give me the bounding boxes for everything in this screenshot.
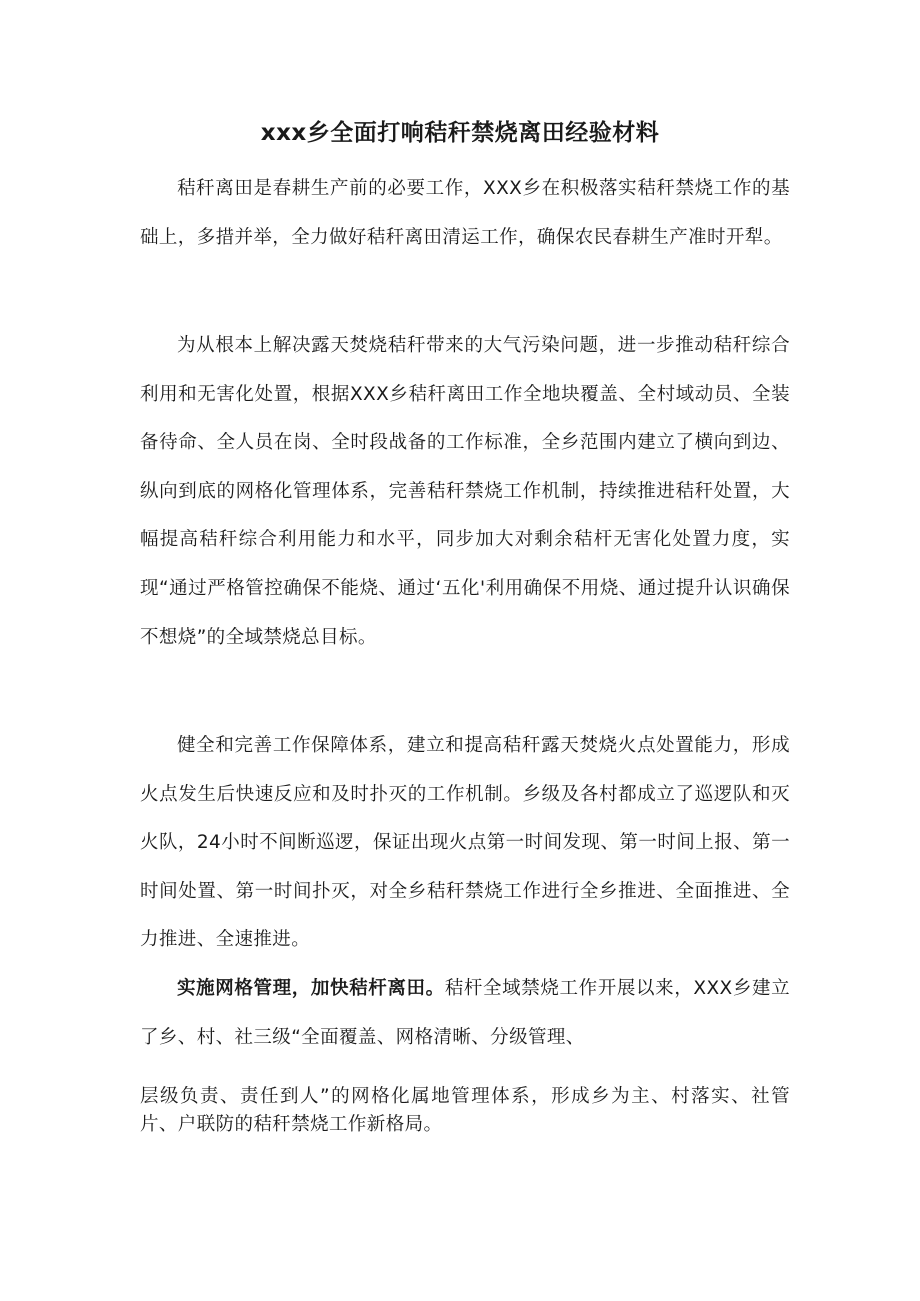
paragraph-measures: 为从根本上解决露天焚烧秸秆带来的大气污染问题，进一步推动秸秆综合利用和无害化处置，根据XXX乡秸秆离田工作全地块覆盖、全村域动员、全装备待命、全人员在岗、全时段战备的工作标准，全乡范围内建立了横向到边、纵向到底的网格化管理体系，完善秸秆禁烧工作机制，持续推进秸秆处置，大幅提高秸秆综合利用能力和水平，同步加大对剩余秸杆无害化处置力度，实现“通过严格管控确保不能烧、通过‘五化'利用确保不用烧、通过提升认识确保不想烧”的全域禁烧总目标。 [140,335,790,648]
paragraph-grid-text: 秸杆全域禁烧工作开展以来，XXX乡建立了乡、村、社三级“全面覆盖、网格清晰、分级管理、 [140,978,790,1048]
document-title: xxx乡全面打响秸秆禁烧离田经验材料 [260,120,660,146]
paragraph-grid-management [140,965,790,1062]
paragraph-safeguards: 健全和完善工作保障体系，建立和提高秸秆露天焚烧火点处置能力，形成火点发生后快速反应和及时扑灭的工作机制。乡级及各村都成立了巡逻队和灭火队，24小时不间断巡逻，保证出现火点第一时间发现、第一时间上报、第一时间处置、第一时间扑灭，对全乡秸秆禁烧工作进行全乡推进、全面推进、全力推进、全速推进。 [140,735,790,951]
paragraph-heading-bold: 实施网格管理，加快秸杆离田。 [177,978,445,999]
paragraph-grid-continued: 层级负责、责任到人”的网格化属地管理体系，形成乡为主、村落实、社管片、户联防的秸秆禁烧工作新格局。 [140,1086,790,1135]
paragraph-intro: 秸秆离田是春耕生产前的必要工作，XXX乡在积极落实秸秆禁烧工作的基础上，多措并举，全力做好秸秆离田清运工作，确保农民春耕生产准时开犁。 [140,178,790,248]
